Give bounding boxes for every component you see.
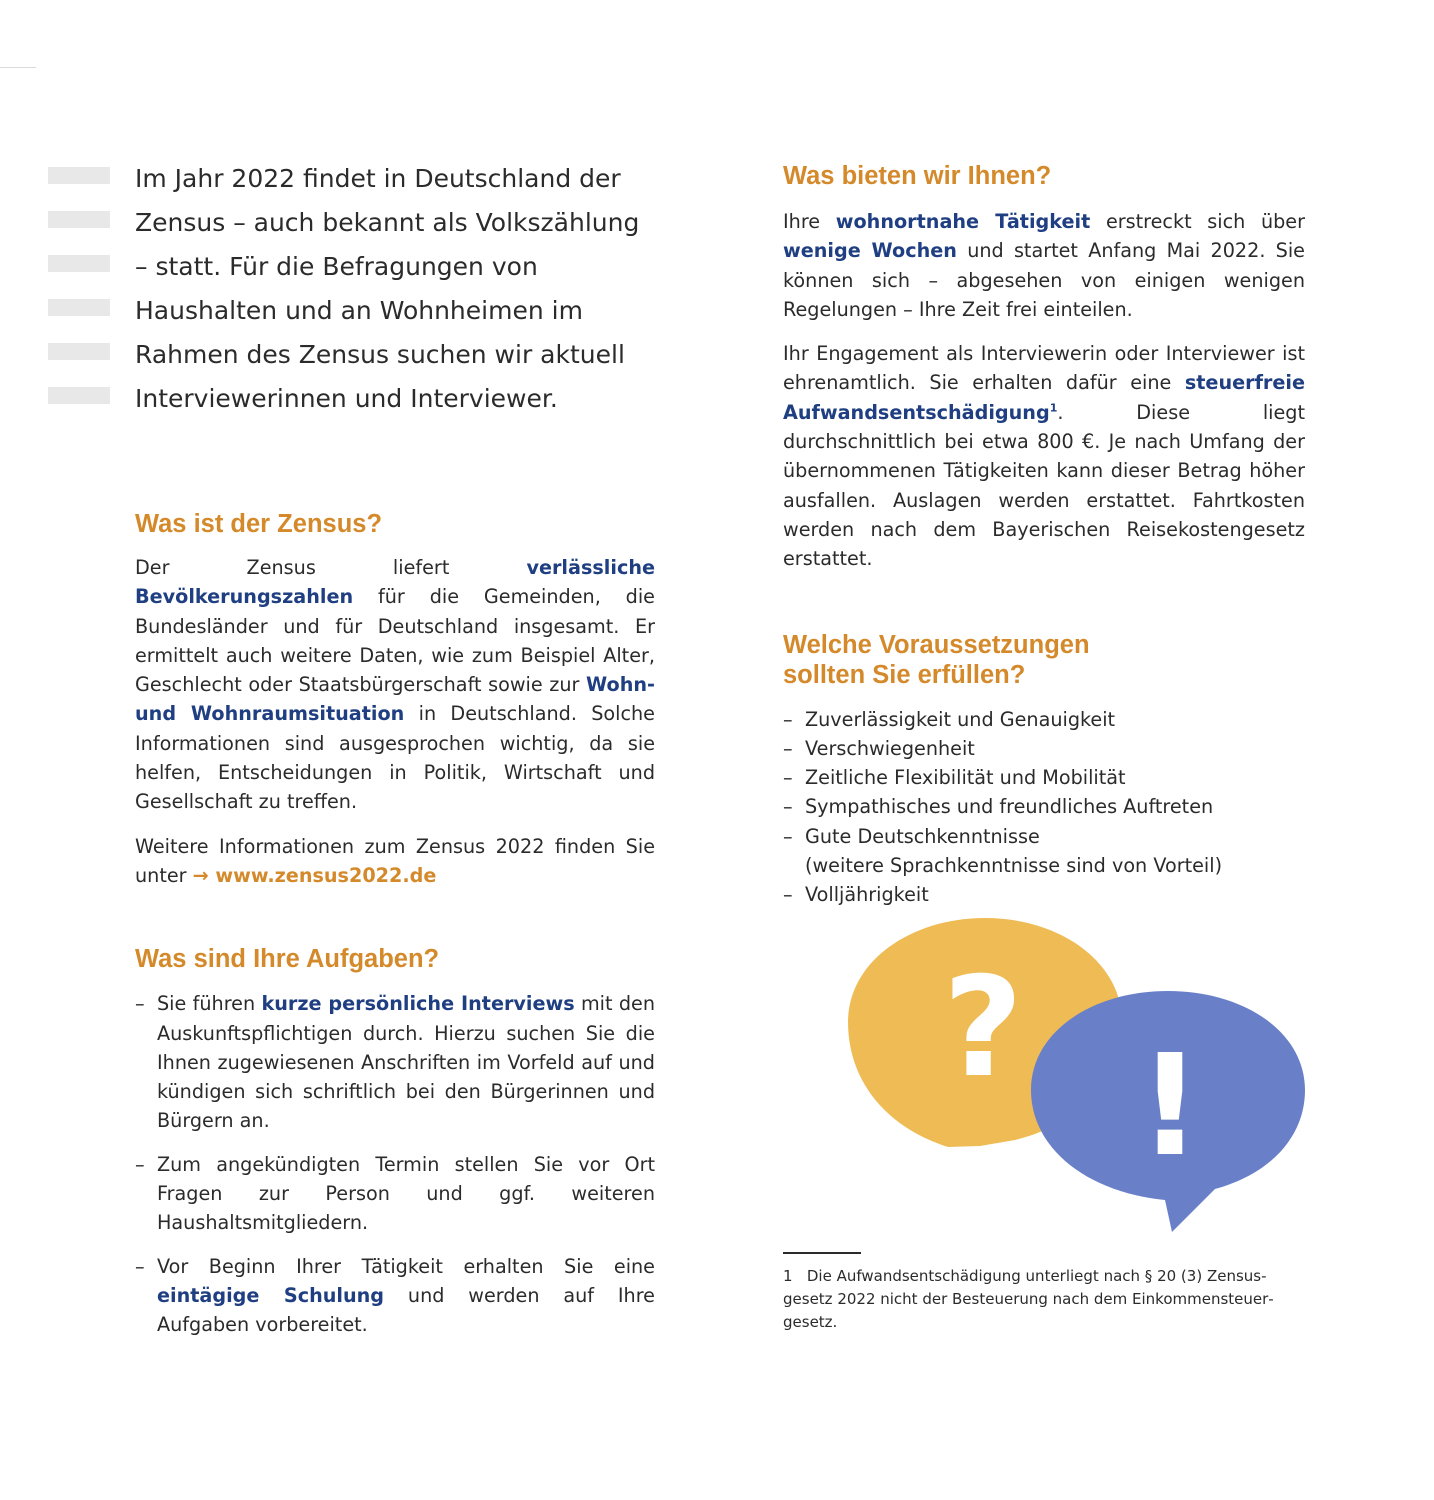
text-run: erstreckt sich über bbox=[1090, 210, 1305, 233]
text-run: . Diese liegt durchschnittlich bei etwa 800 €. Je nach Umfang der übernommenen Tätigkeiten kann dieser Betrag höher ausfallen. Auslagen werden erstattet. Fahrtkosten werden nach dem Bayerischen Reisekostengesetz erstattet. bbox=[783, 400, 1305, 571]
section-zensus bbox=[135, 509, 655, 890]
question-mark-glyph: ? bbox=[942, 947, 1024, 1108]
footnote-marker: 1 bbox=[1049, 401, 1058, 415]
section-heading: Was sind Ihre Aufgaben? bbox=[135, 945, 440, 974]
list-item bbox=[135, 989, 655, 1135]
list-item: – Zeitliche Flexibilität und Mobilität bbox=[783, 763, 1305, 792]
task-list bbox=[135, 989, 655, 1339]
footnote-area bbox=[783, 1252, 1303, 1334]
text-run: Sie führen bbox=[157, 992, 262, 1016]
section-voraussetzungen bbox=[783, 630, 1305, 910]
highlight-text: verlässliche Bevölkerungszahlen bbox=[135, 556, 655, 609]
section-aufgaben bbox=[135, 944, 655, 1339]
left-column bbox=[135, 157, 655, 1354]
list-item: – Volljährigkeit bbox=[783, 880, 1305, 909]
footnote-number: 1 bbox=[783, 1267, 793, 1285]
decorative-bar bbox=[48, 343, 110, 360]
decorative-bars bbox=[48, 167, 110, 431]
zensus-more-info bbox=[135, 832, 655, 891]
text-run: Der Zensus liefert bbox=[135, 556, 527, 579]
text-run: Gute Deutschkenntnisse bbox=[805, 824, 1040, 848]
crop-mark bbox=[0, 67, 36, 68]
decorative-bar bbox=[48, 167, 110, 184]
requirements-list bbox=[783, 705, 1305, 910]
text-run: für die Gemeinden, die Bundesländer und für Deutschland insgesamt. Er ermittelt auch weitere Daten, wie zum Beispiel Alter, Geschlecht oder Staatsbürgerschaft sowie zur bbox=[135, 585, 655, 697]
section-heading: Was bieten wir Ihnen? bbox=[783, 162, 1052, 190]
text-run: mit den Auskunftspflichtigen durch. Hierzu suchen Sie die Ihnen zugewiesenen Anschriften im Vorfeld auf und kündigen sich schriftlich bei den Bürgerinnen und Bürgern an. bbox=[157, 992, 655, 1133]
text-run: und startet Anfang Mai 2022. Sie können sich – abgesehen von einigen wenigen Regelungen – Ihre Zeit frei einteilen. bbox=[783, 239, 1305, 321]
text-run: Die Aufwandsentschädigung unterliegt nach § 20 (3) Zensusgesetz 2022 nicht der Besteuerung nach dem Einkommensteuergesetz. bbox=[783, 1267, 1274, 1331]
text-run: Ihr Engagement als Interviewerin oder Interviewer ist ehrenamtlich. Sie erhalten dafür eine bbox=[783, 342, 1305, 395]
intro-text: Im Jahr 2022 findet in Deutschland der Zensus – auch bekannt als Volkszählung – statt. Für die Befragungen von Haushalten und an Wohnheimen im Rahmen des Zensus suchen wir aktuell Interviewerinnen und Interviewer. bbox=[135, 164, 640, 413]
text-run: Weitere Informationen zum Zensus 2022 finden Sie unter bbox=[135, 834, 655, 887]
text-run: (weitere Sprachkenntnisse sind von Vorteil) bbox=[805, 854, 1223, 878]
decorative-bar bbox=[48, 255, 110, 272]
exclamation-bubble-icon bbox=[1031, 991, 1305, 1232]
text-run: Vor Beginn Ihrer Tätigkeit erhalten Sie eine bbox=[157, 1254, 655, 1278]
text-run: in Deutschland. Solche Informationen sind ausgesprochen wichtig, da sie helfen, Entscheidungen in Politik, Wirtschaft und Gesellschaft zu treffen. bbox=[135, 702, 655, 814]
list-item bbox=[135, 1252, 655, 1340]
heading-line: Welche Voraussetzungen bbox=[783, 630, 1090, 659]
footnote-text bbox=[783, 1265, 1303, 1334]
zensus-website-link[interactable]: → www.zensus2022.de bbox=[192, 863, 437, 887]
heading-line: sollten Sie erfüllen? bbox=[783, 660, 1026, 689]
section-bieten bbox=[783, 157, 1305, 574]
highlight-text: eintägige Schulung bbox=[157, 1283, 385, 1307]
bieten-paragraph bbox=[783, 207, 1305, 324]
decorative-bar bbox=[48, 387, 110, 404]
exclamation-mark-glyph: ! bbox=[1138, 1025, 1202, 1188]
decorative-bar bbox=[48, 211, 110, 228]
highlight-text: kurze persönliche Interviews bbox=[261, 992, 575, 1016]
list-item: – Sympathisches und freundliches Auftreten bbox=[783, 792, 1305, 821]
text-run: und werden auf Ihre Aufgaben vorbereitet. bbox=[157, 1283, 655, 1337]
footnote-rule bbox=[783, 1252, 861, 1254]
right-column bbox=[783, 157, 1305, 910]
bieten-paragraph bbox=[783, 339, 1305, 573]
list-item: – Zum angekündigten Termin stellen Sie vor Ort Fragen zur Person und ggf. weiteren Haushaltsmitgliedern. bbox=[135, 1150, 655, 1238]
decorative-bar bbox=[48, 299, 110, 316]
highlight-text: wenige Wochen bbox=[783, 239, 957, 263]
speech-bubbles-illustration bbox=[845, 912, 1310, 1237]
highlight-text: Wohn- und Wohnraumsituation bbox=[135, 673, 655, 726]
zensus-paragraph bbox=[135, 553, 655, 817]
list-item: – Verschwiegenheit bbox=[783, 734, 1305, 763]
highlight-text: wohnortnahe Tätigkeit bbox=[835, 210, 1091, 233]
text-run: Ihre bbox=[783, 210, 836, 233]
list-item: – Zuverlässigkeit und Genauigkeit bbox=[783, 705, 1305, 734]
list-item bbox=[783, 822, 1305, 881]
highlight-text: steuerfreie Aufwandsentschädigung bbox=[783, 371, 1305, 424]
section-heading bbox=[783, 630, 1305, 690]
section-heading: Was ist der Zensus? bbox=[135, 510, 383, 538]
